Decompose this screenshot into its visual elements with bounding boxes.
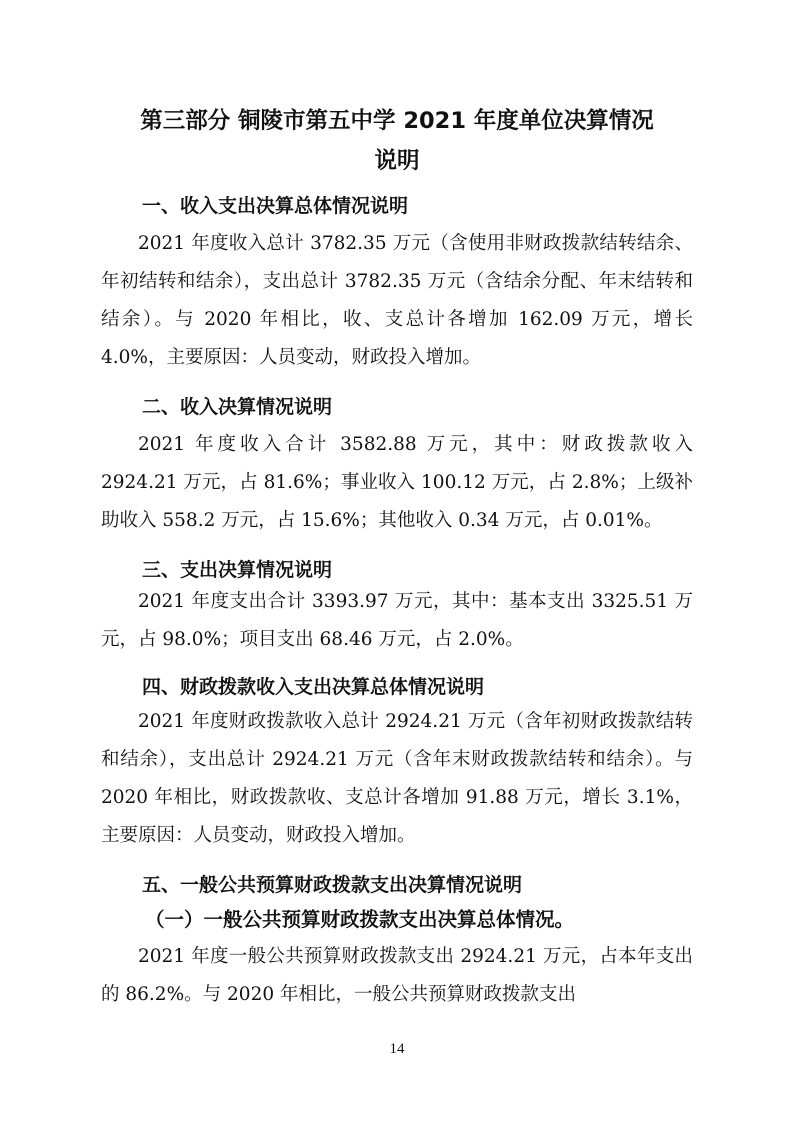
- section-3-paragraph: 2021 年度支出合计 3393.97 万元，其中：基本支出 3325.51 万元，占 98.0%；项目支出 68.46 万元，占 2.0%。: [101, 591, 693, 650]
- section-1-paragraph: 2021 年度收入总计 3782.35 万元（含使用非财政拨款结转结余、年初结转和结余），支出总计 3782.35 万元（含结余分配、年末结转和结余）。与 2020 年相比，收、支总计各增加 162.09 万元，增长 4.0%，主要原因：人员变动，财政投入增加。: [101, 233, 693, 368]
- section-5-heading: 五、一般公共预算财政拨款支出决算情况说明: [142, 874, 523, 896]
- section-2-paragraph: 2021 年度收入合计 3582.88 万元，其中：财政拨款收入 2924.21 万元，占 81.6%；事业收入 100.12 万元，占 2.8%；上级补助收入 558.2 万元，占 15.6%；其他收入 0.34 万元，占 0.01%。: [101, 434, 693, 531]
- document-title-line-1: 第三部分 铜陵市第五中学 2021 年度单位决算情况: [140, 108, 654, 134]
- page-number: 14: [389, 1041, 405, 1057]
- section-1-heading: 一、收入支出决算总体情况说明: [142, 195, 409, 217]
- section-5-paragraph: 2021 年度一般公共预算财政拨款支出 2924.21 万元，占本年支出的 86.2%。与 2020 年相比，一般公共预算财政拨款支出: [101, 946, 693, 1005]
- section-4-heading: 四、财政拨款收入支出决算总体情况说明: [142, 676, 485, 698]
- document-title-line-2: 说明: [374, 148, 420, 174]
- section-2-heading: 二、收入决算情况说明: [142, 396, 333, 418]
- section-4-paragraph: 2021 年度财政拨款收入总计 2924.21 万元（含年初财政拨款结转和结余），支出总计 2924.21 万元（含年末财政拨款结转和结余）。与 2020 年相比，财政拨款收、支总计各增加 91.88 万元，增长 3.1%，主要原因：人员变动，财政投入增加。: [101, 711, 693, 846]
- section-3-heading: 三、支出决算情况说明: [142, 559, 333, 581]
- section-5-subheading: （一）一般公共预算财政拨款支出决算总体情况。: [145, 908, 575, 931]
